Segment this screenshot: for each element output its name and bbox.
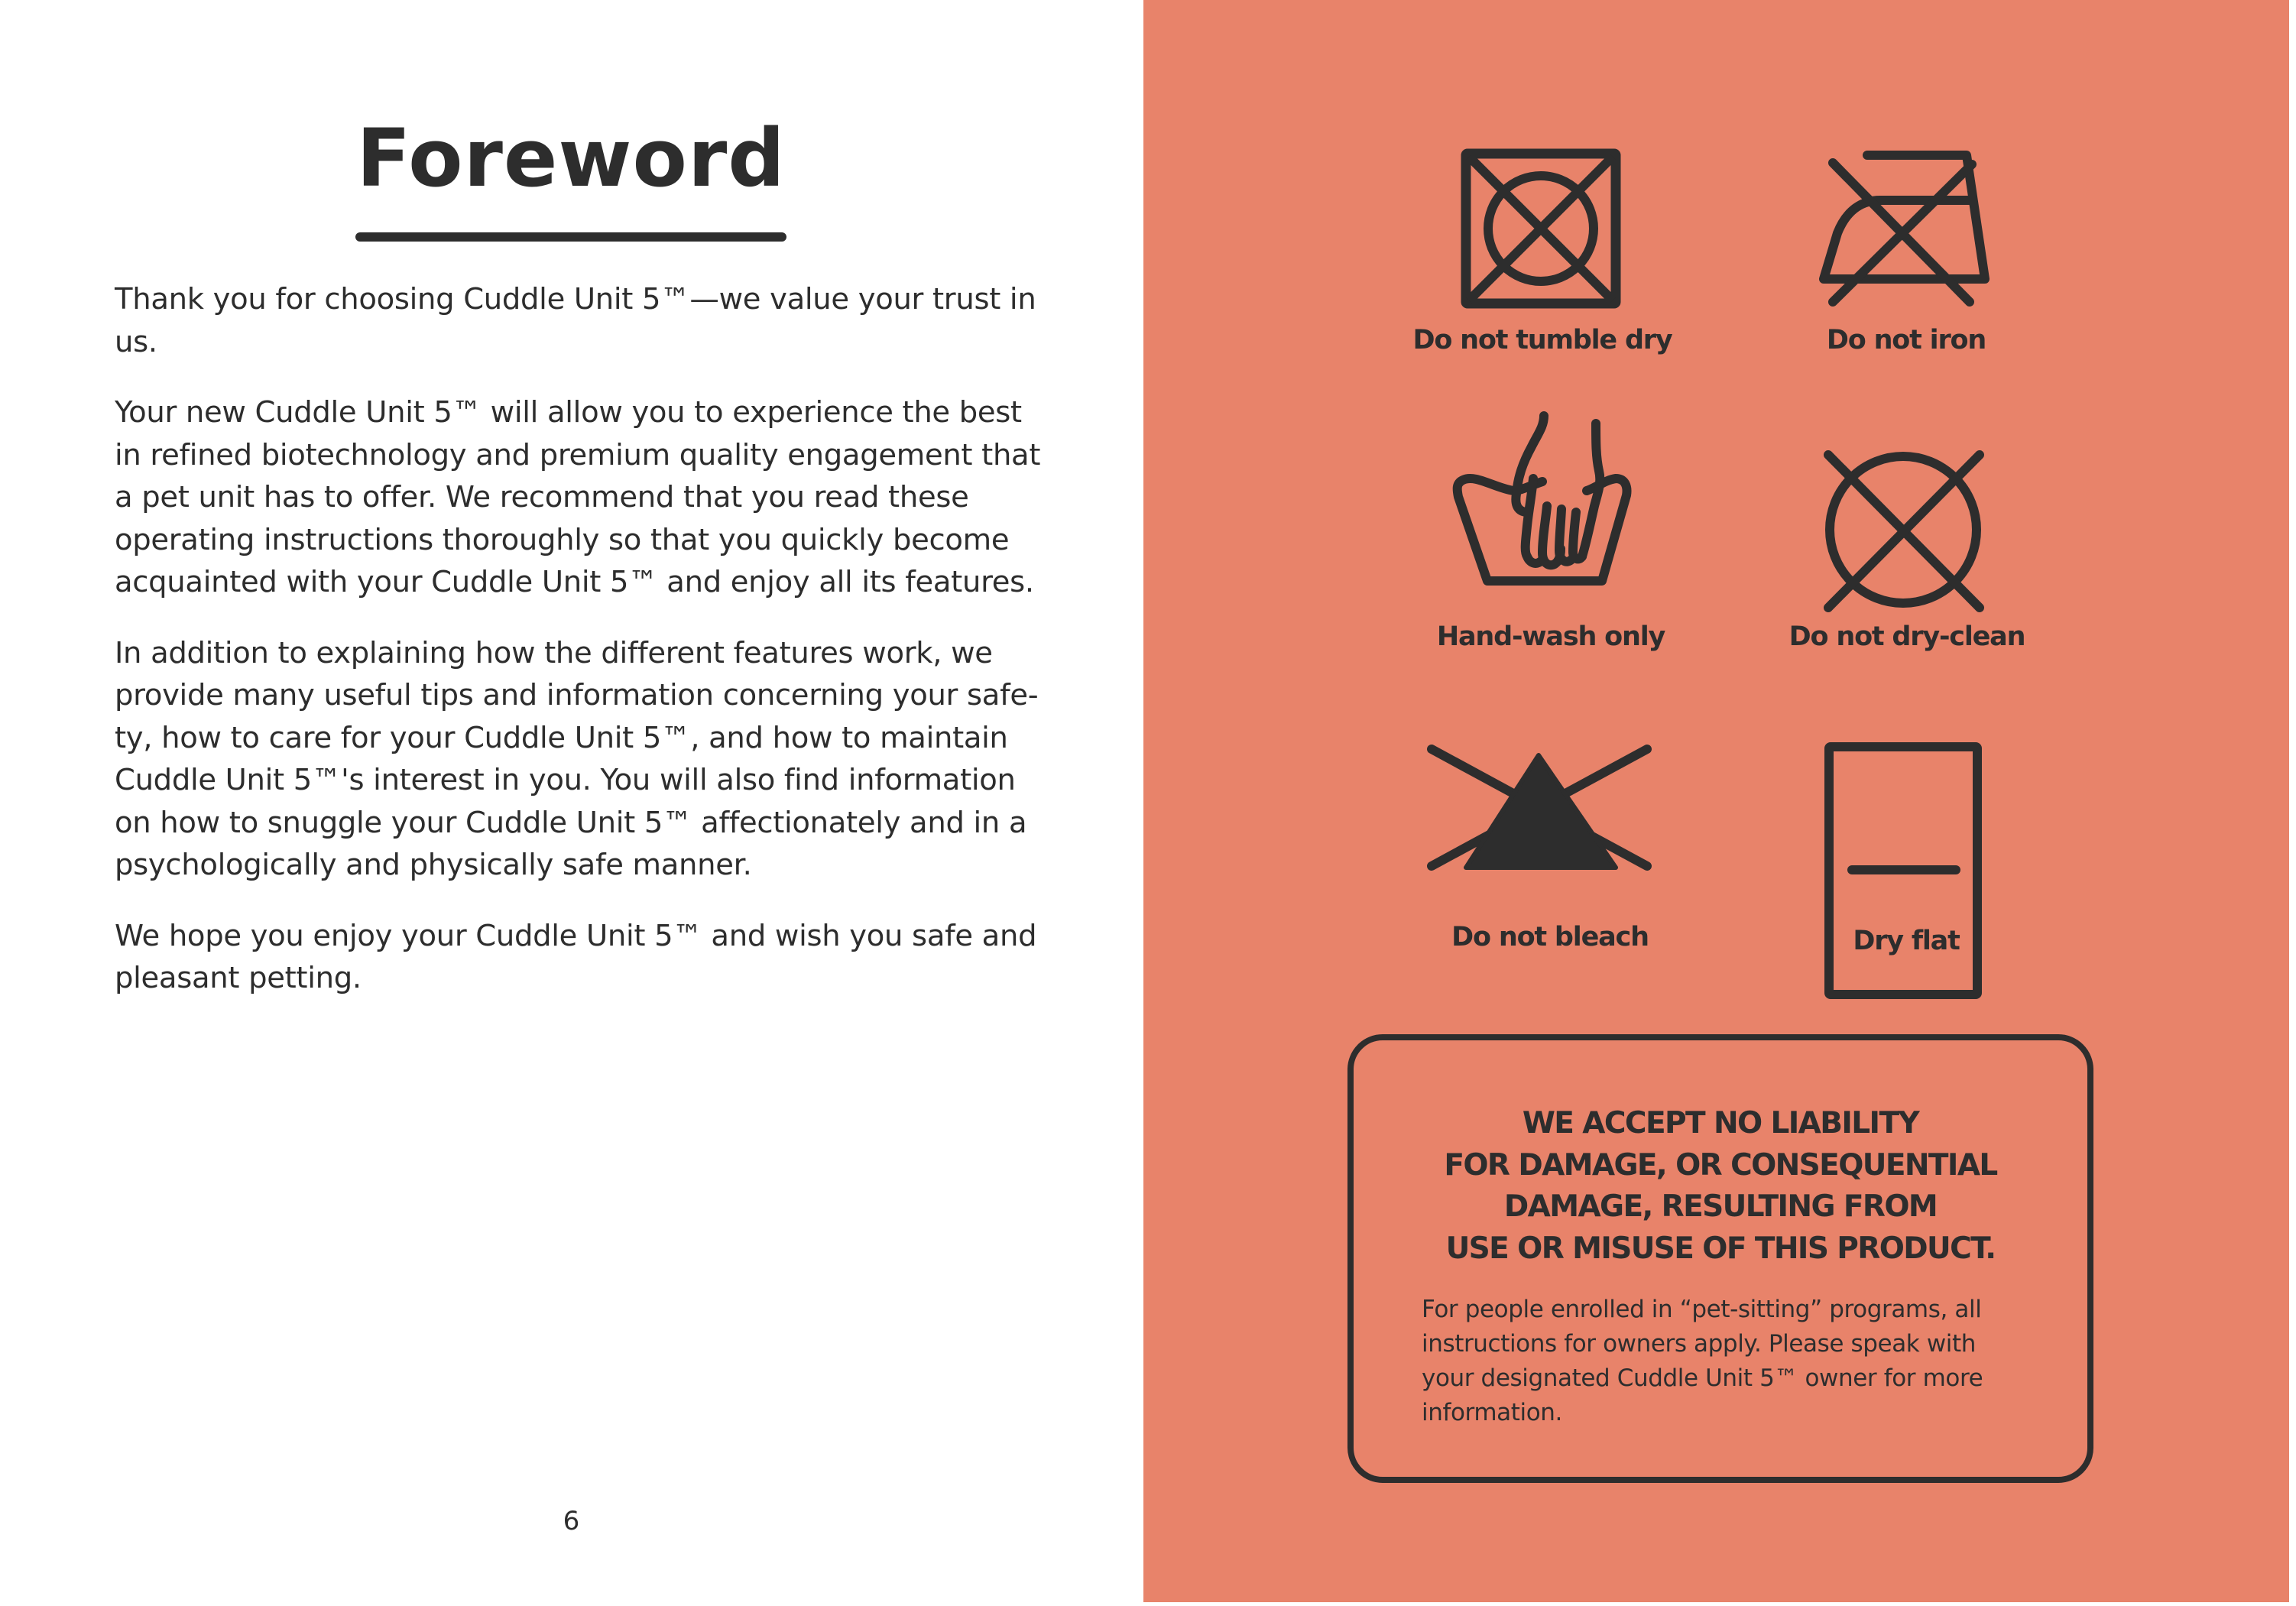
page-title: Foreword xyxy=(356,112,786,205)
left-page xyxy=(0,0,1143,1606)
hand-wash-icon xyxy=(1452,411,1632,587)
dry-flat-icon xyxy=(1820,738,1986,1004)
do-not-bleach-icon xyxy=(1423,741,1657,876)
care-label-iron: Do not iron xyxy=(1826,325,1986,355)
care-label-hand-wash: Hand-wash only xyxy=(1436,621,1665,652)
liability-heading xyxy=(1354,1103,2087,1270)
foreword-body xyxy=(115,278,1055,1028)
title-underline xyxy=(355,232,786,242)
care-label-dry-flat: Dry flat xyxy=(1853,926,1960,956)
page-number: 6 xyxy=(563,1506,580,1536)
paragraph-closing: We hope you enjoy your Cuddle Unit 5™ and wish you safe and pleasant petting. xyxy=(115,918,1037,995)
care-label-bleach: Do not bleach xyxy=(1451,922,1649,952)
pet-sitting-note: For people enrolled in “pet-sitting” programs, all instructions for owners apply. Please speak with your designated Cuddle Unit 5™ owner for more information. xyxy=(1422,1296,1983,1426)
do-not-dry-clean-icon xyxy=(1819,446,1987,617)
paragraph-thanks: Thank you for choosing Cuddle Unit 5™—we value your trust in us. xyxy=(115,282,1036,359)
care-label-dry-clean: Do not dry-clean xyxy=(1788,621,2025,652)
liability-heading-line: USE OR MISUSE OF THIS PRODUCT. xyxy=(1445,1231,1996,1266)
liability-heading-line: FOR DAMAGE, OR CONSEQUENTIAL xyxy=(1444,1147,1997,1183)
paragraph-intro: Your new Cuddle Unit 5™ will allow you to experience the best in refined biotechnology and premium quality engagement that a pet unit has to offer. We recommend that you read these operating instructions thoroughly so that you quickly become acquainted with your Cuddle Unit 5™ and enjoy all its features. xyxy=(115,395,1041,599)
liability-notice-box xyxy=(1347,1034,2093,1483)
paragraph-features: In addition to explaining how the different features work, we provide many useful tips and information concerning your safe-ty, how to care for your Cuddle Unit 5™, and how to maintain Cuddle Unit 5™'s interest in you. You will also find information on how to snuggle your Cuddle Unit 5™ affectionately and in a psychologically and physically safe manner. xyxy=(115,635,1039,882)
liability-heading-line: DAMAGE, RESULTING FROM xyxy=(1503,1189,1938,1224)
do-not-iron-icon xyxy=(1816,145,1999,313)
liability-heading-line: WE ACCEPT NO LIABILITY xyxy=(1522,1106,1919,1140)
care-label-tumble-dry: Do not tumble dry xyxy=(1412,325,1672,355)
do-not-tumble-dry-icon xyxy=(1457,144,1625,313)
